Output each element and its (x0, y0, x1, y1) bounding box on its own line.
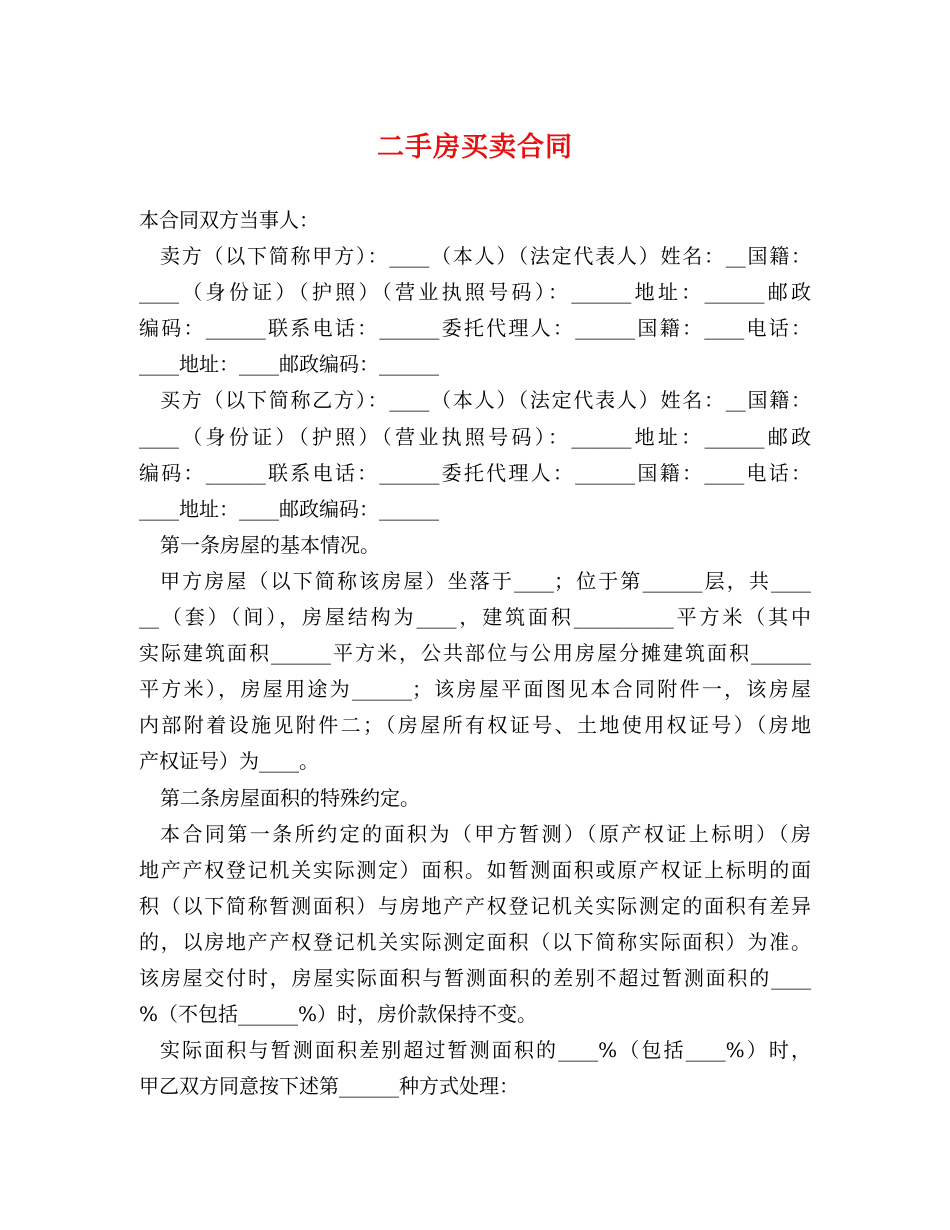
area-difference-paragraph (139, 1032, 811, 1104)
document-body (139, 202, 811, 1104)
text-line: 编码：______联系电话：______委托代理人：______国籍：____电话： (139, 316, 811, 341)
text-line: 本合同双方当事人： (139, 208, 319, 232)
text-line: 的，以房地产产权登记机关实际测定面积（以下简称实际面积）为准。 (139, 929, 811, 954)
text-line: 第二条房屋面积的特殊约定。 (160, 785, 420, 810)
text-line: 第一条房屋的基本情况。 (160, 532, 380, 557)
text-line: ____（身份证）（护照）（营业执照号码）：______地址：______邮政 (139, 424, 811, 449)
text-line: 积（以下简称暂测面积）与房地产产权登记机关实际测定的面积有差异 (139, 893, 811, 918)
text-line: 平方米），房屋用途为______；该房屋平面图见本合同附件一，该房屋 (139, 677, 811, 702)
text-line: 编码：______联系电话：______委托代理人：______国籍：____电话： (139, 460, 811, 485)
seller-paragraph (139, 238, 811, 382)
text-line: 甲乙双方同意按下述第______种方式处理： (139, 1074, 519, 1099)
document-title: 二手房买卖合同 (377, 132, 573, 163)
text-line: ____地址：____邮政编码：______ (139, 496, 439, 521)
text-line: 地产产权登记机关实际测定）面积。如暂测面积或原产权证上标明的面 (139, 857, 811, 882)
parties-heading (139, 202, 811, 238)
text-line: __（套）（间），房屋结构为____，建筑面积__________平方米（其中 (139, 605, 811, 630)
text-line: 实际面积与暂测面积差别超过暂测面积的____%（包括____%）时， (160, 1038, 811, 1063)
article-2-heading (139, 780, 811, 816)
text-line: ____（身份证）（护照）（营业执照号码）：______地址：______邮政 (139, 280, 811, 305)
text-line: ____地址：____邮政编码：______ (139, 352, 439, 377)
text-line: %（不包括______%）时，房价款保持不变。 (139, 1002, 538, 1027)
article-2-paragraph (139, 816, 811, 1033)
text-line: 产权证号）为____。 (139, 749, 319, 774)
text-line: 买方（以下简称乙方）：____（本人）（法定代表人）姓名：__国籍： (160, 388, 811, 413)
text-line: 实际建筑面积______平方米，公共部位与公用房屋分摊建筑面积______ (139, 641, 811, 666)
text-line: 甲方房屋（以下简称该房屋）坐落于____；位于第______层，共____ (160, 568, 811, 593)
text-line: 该房屋交付时，房屋实际面积与暂测面积的差别不超过暂测面积的____ (139, 965, 811, 990)
text-line: 卖方（以下简称甲方）：____（本人）（法定代表人）姓名：__国籍： (160, 244, 811, 269)
text-line: 本合同第一条所约定的面积为（甲方暂测）（原产权证上标明）（房 (160, 821, 811, 846)
article-1-paragraph (139, 563, 811, 780)
article-1-heading (139, 527, 811, 563)
text-line: 内部附着设施见附件二；（房屋所有权证号、土地使用权证号）（房地 (139, 713, 811, 738)
buyer-paragraph (139, 382, 811, 526)
